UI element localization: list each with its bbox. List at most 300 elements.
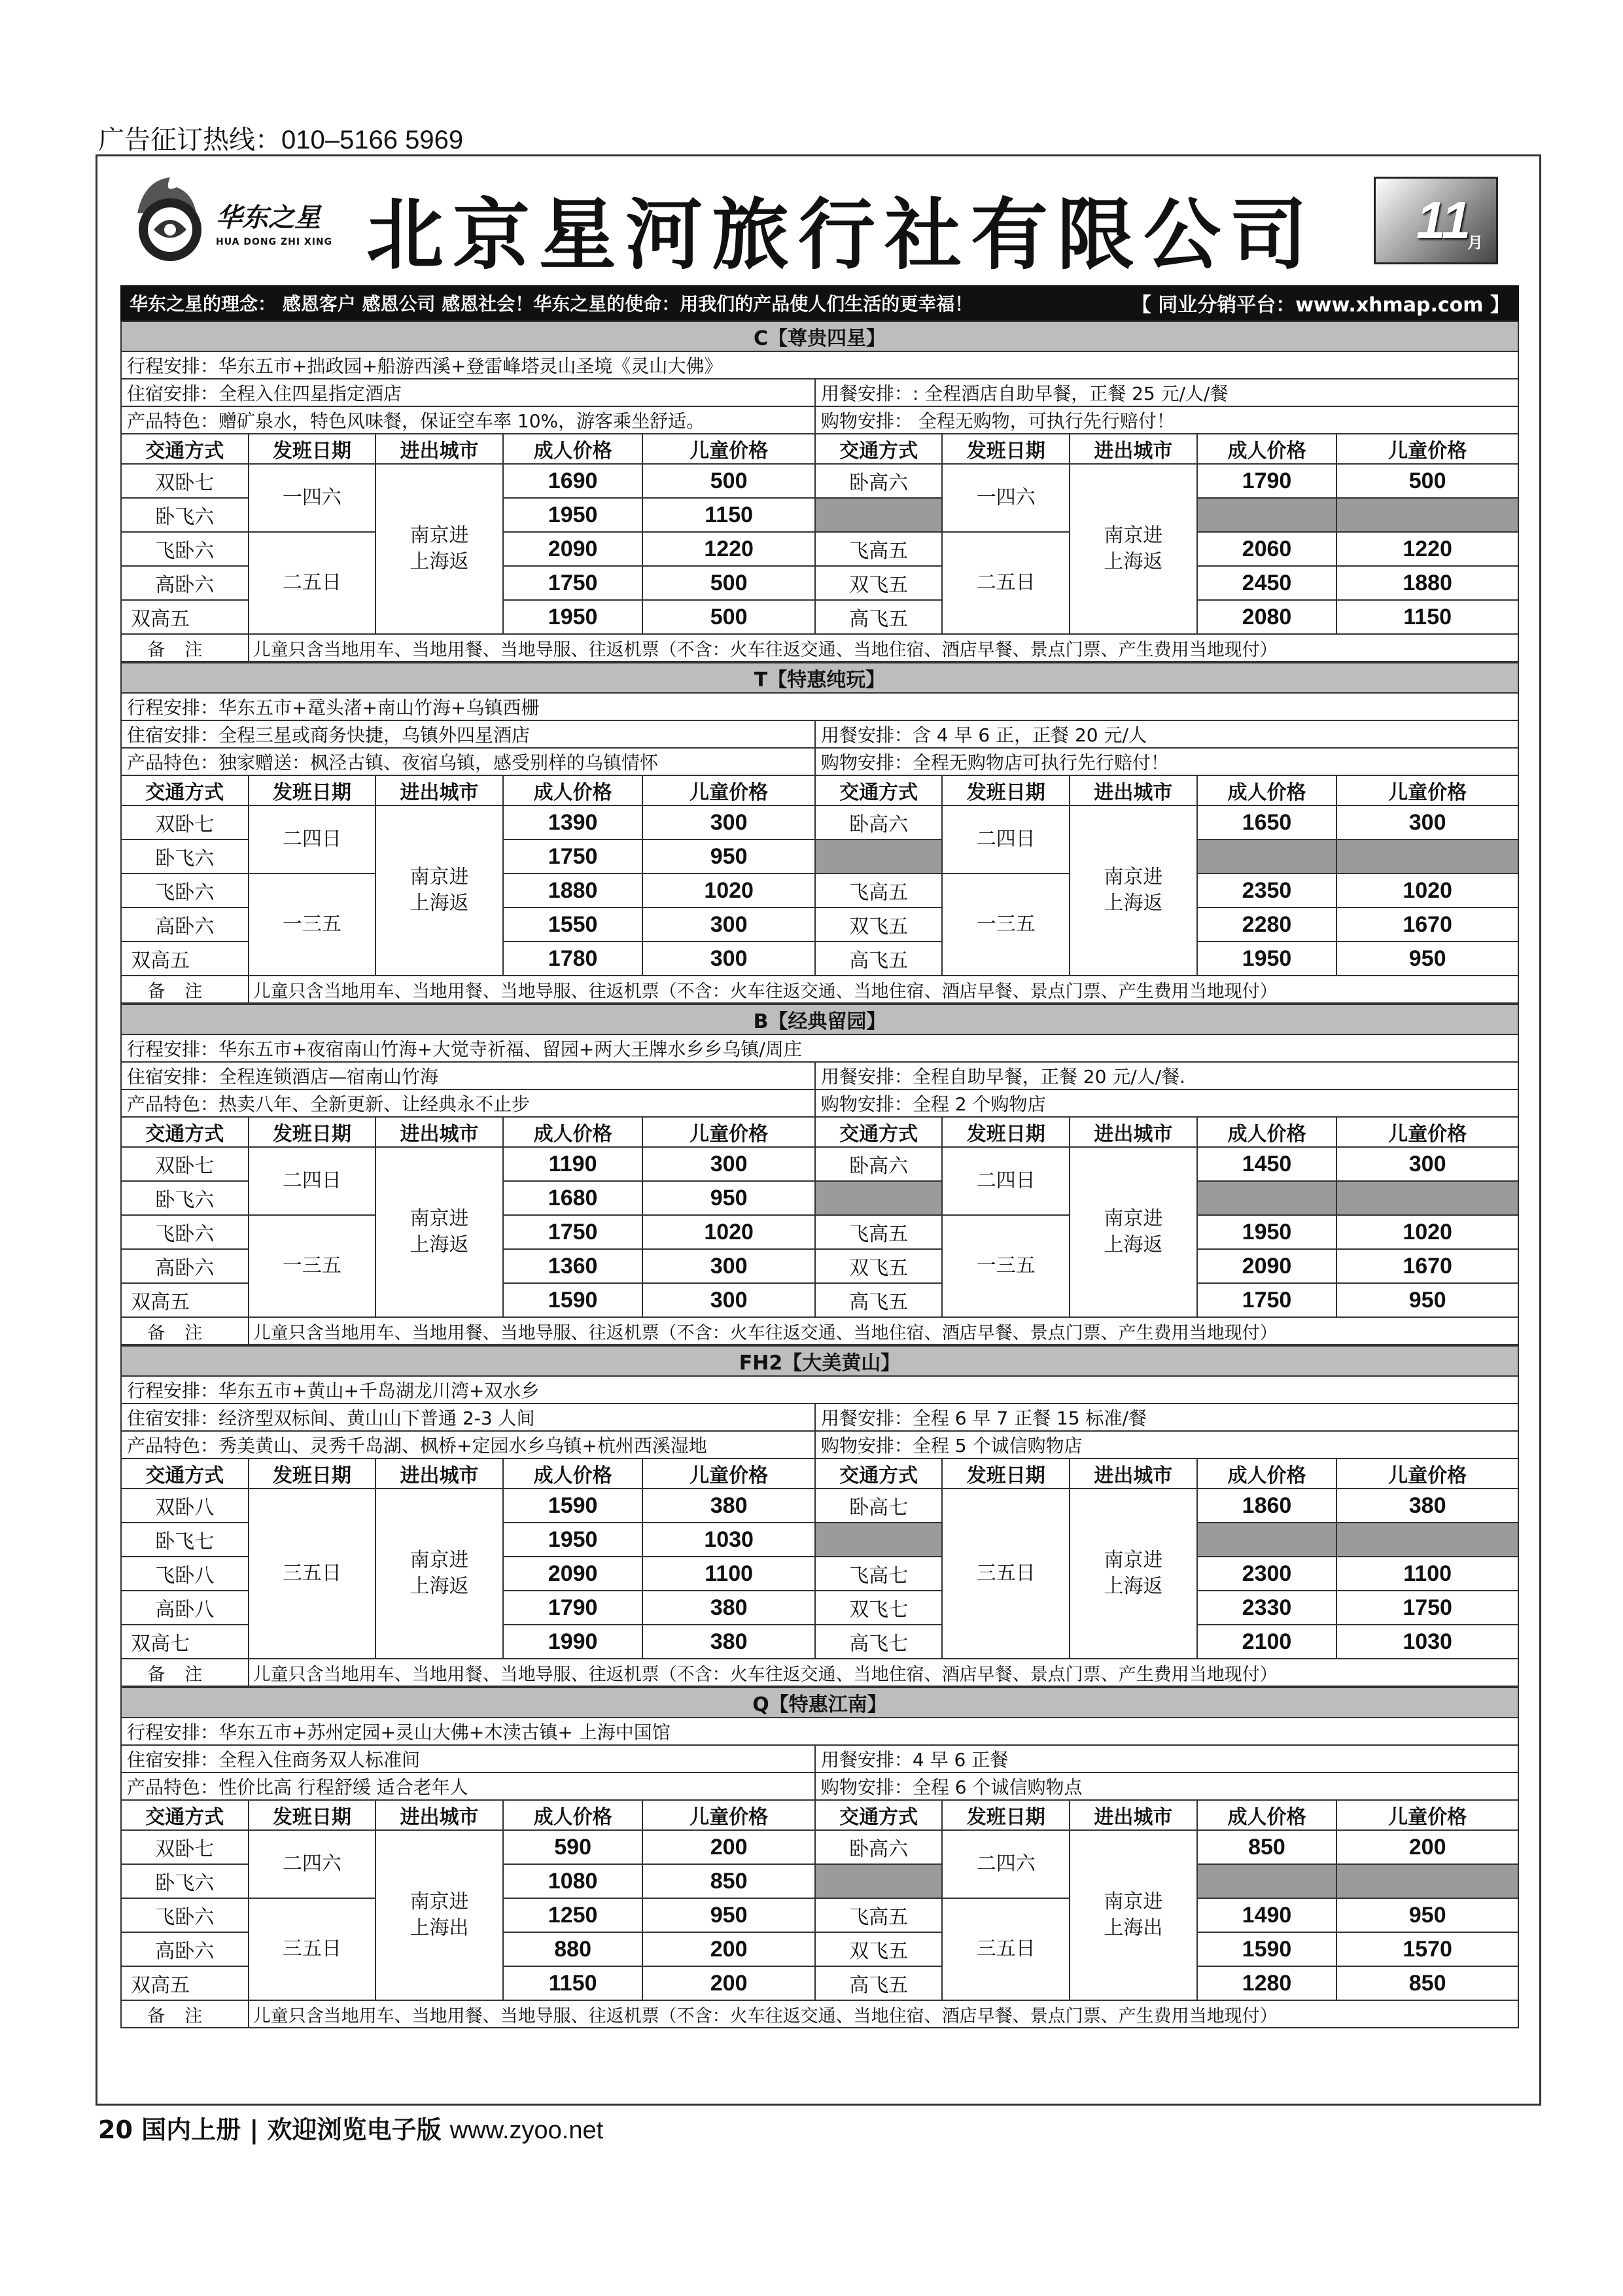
note-text: 儿童只含当地用车、当地用餐、当地导服、往返机票（不含：火车往返交通、当地住宿、酒店早餐、景点门票、产生费用当地现付） (249, 1659, 1518, 1686)
column-header: 儿童价格 (642, 1458, 814, 1489)
departure-days: 一三五 (942, 1215, 1070, 1317)
adult-price: 1450 (1197, 1147, 1337, 1181)
transport-mode: 双高七 (121, 1625, 249, 1659)
logo-pinyin: HUA DONG ZHI XING (216, 237, 333, 247)
features: 产品特色：赠矿泉水，特色风味餐，保证空车率 10%，游客乘坐舒适。 (121, 406, 815, 434)
adult-price (1197, 498, 1337, 532)
transport-mode: 双高五 (121, 1966, 249, 2000)
adult-price: 1390 (503, 805, 643, 839)
departure-days: 二四六 (249, 1830, 376, 1898)
banner-text: 华东之星的理念： 感恩客户 感恩公司 感恩社会！华东之星的使命：用我们的产品使人们生活的更幸福！ (130, 293, 973, 315)
departure-days: 二四六 (942, 1830, 1070, 1898)
transport-mode: 卧飞六 (121, 498, 249, 532)
adult-price: 2080 (1197, 600, 1337, 634)
adult-price: 1790 (503, 1591, 643, 1625)
note-text: 儿童只含当地用车、当地用餐、当地导服、往返机票（不含：火车往返交通、当地住宿、酒店早餐、景点门票、产生费用当地现付） (249, 976, 1518, 1003)
adult-price: 850 (1197, 1830, 1337, 1864)
text-line: 南京进 (1104, 523, 1163, 547)
entry-exit-city (1070, 805, 1197, 976)
column-header: 进出城市 (375, 1800, 503, 1830)
child-price (1336, 498, 1518, 532)
tour-table (120, 321, 1519, 662)
adult-price: 2090 (503, 532, 643, 566)
child-price: 1030 (642, 1523, 814, 1557)
transport-mode: 卧高六 (815, 1830, 943, 1864)
adult-price: 1750 (1197, 1283, 1337, 1317)
meals: 用餐安排：4 早 6 正餐 (815, 1745, 1518, 1773)
adult-price: 2350 (1197, 874, 1337, 908)
transport-mode: 飞卧八 (121, 1557, 249, 1591)
adult-price: 1950 (503, 1523, 643, 1557)
shopping: 购物安排：全程无购物店可执行先行赔付！ (815, 748, 1518, 775)
transport-mode: 飞高五 (815, 874, 943, 908)
entry-exit-city (1070, 1489, 1197, 1659)
child-price: 950 (642, 1181, 814, 1215)
column-header: 交通方式 (121, 434, 249, 464)
month-badge (1374, 177, 1498, 264)
column-header: 成人价格 (503, 775, 643, 805)
entry-exit-city (375, 464, 503, 634)
transport-mode: 飞卧六 (121, 532, 249, 566)
features: 产品特色：独家赠送：枫泾古镇、夜宿乌镇，感受别样的乌镇情怀 (121, 748, 815, 775)
transport-mode: 双飞五 (815, 566, 943, 600)
text-line: 南京进 (1104, 865, 1163, 889)
meals: 用餐安排：含 4 早 6 正，正餐 20 元/人 (815, 720, 1518, 748)
departure-days: 二五日 (942, 532, 1070, 634)
logo-icon (131, 174, 209, 266)
footer-separator: | (249, 2115, 259, 2144)
child-price: 380 (642, 1625, 814, 1659)
text-line: 南京进 (410, 523, 469, 547)
column-header: 交通方式 (815, 1117, 943, 1147)
column-header: 交通方式 (815, 1458, 943, 1489)
child-price: 950 (642, 839, 814, 874)
child-price: 1100 (1336, 1557, 1518, 1591)
shopping: 购物安排：全程 2 个购物店 (815, 1089, 1518, 1117)
text-line: 南京进 (410, 1548, 469, 1572)
adult-price: 1590 (1197, 1932, 1337, 1966)
column-header: 发班日期 (942, 1800, 1070, 1830)
page-number: 20 (98, 2115, 133, 2144)
text-line: 上海返 (410, 892, 469, 915)
column-header: 成人价格 (1197, 1800, 1337, 1830)
text-line: 南京进 (410, 865, 469, 889)
adult-price: 1490 (1197, 1898, 1337, 1932)
transport-mode: 卧飞六 (121, 1864, 249, 1898)
column-header: 儿童价格 (642, 775, 814, 805)
footer (98, 2110, 603, 2146)
departure-days (942, 1489, 1070, 1659)
child-price: 200 (642, 1966, 814, 2000)
text-line: 上海返 (1104, 550, 1163, 573)
text-line: 南京进 (1104, 1548, 1163, 1572)
child-price: 300 (642, 908, 814, 942)
logo-cn: 华东之星 (216, 202, 321, 233)
adult-price: 1590 (503, 1489, 643, 1523)
transport-mode (815, 1181, 943, 1215)
column-header: 进出城市 (375, 1458, 503, 1489)
child-price: 300 (1336, 805, 1518, 839)
transport-mode: 双卧八 (121, 1489, 249, 1523)
column-header: 成人价格 (503, 1458, 643, 1489)
child-price: 500 (1336, 464, 1518, 498)
slogan: 欢迎浏览电子版 (267, 2115, 442, 2144)
itinerary: 行程安排：华东五市+苏州定园+灵山大佛+木渎古镇+ 上海中国馆 (121, 1718, 1518, 1745)
adult-price: 2090 (1197, 1249, 1337, 1283)
meals: 用餐安排：全程自助早餐，正餐 20 元/人/餐. (815, 1062, 1518, 1089)
child-price: 200 (1336, 1830, 1518, 1864)
adult-price: 1250 (503, 1898, 643, 1932)
child-price: 380 (642, 1591, 814, 1625)
child-price: 300 (642, 1147, 814, 1181)
child-price: 1750 (1336, 1591, 1518, 1625)
adult-price: 1880 (503, 874, 643, 908)
child-price: 1020 (642, 874, 814, 908)
column-header: 成人价格 (1197, 1117, 1337, 1147)
company-name: 北京星河旅行社有限公司 (366, 189, 1317, 280)
column-header: 发班日期 (942, 434, 1070, 464)
text-line: 上海出 (410, 1916, 469, 1939)
child-price: 1020 (1336, 874, 1518, 908)
itinerary: 行程安排：华东五市+拙政园+船游西溪+登雷峰塔灵山圣境《灵山大佛》 (121, 351, 1518, 379)
column-header: 发班日期 (249, 1800, 376, 1830)
adult-price: 1950 (1197, 942, 1337, 976)
column-header: 进出城市 (1070, 775, 1197, 805)
tour-table (120, 1004, 1519, 1345)
column-header: 发班日期 (249, 1117, 376, 1147)
transport-mode: 双飞五 (815, 1249, 943, 1283)
features: 产品特色：热卖八年、全新更新、让经典永不止步 (121, 1089, 815, 1117)
child-price: 1220 (642, 532, 814, 566)
child-price: 1030 (1336, 1625, 1518, 1659)
lodging: 住宿安排：全程连锁酒店—宿南山竹海 (121, 1062, 815, 1089)
transport-mode: 双卧七 (121, 1830, 249, 1864)
column-header: 儿童价格 (1336, 434, 1518, 464)
column-header: 发班日期 (942, 775, 1070, 805)
column-header: 成人价格 (503, 1117, 643, 1147)
child-price: 300 (1336, 1147, 1518, 1181)
column-header: 儿童价格 (1336, 1117, 1518, 1147)
transport-mode: 飞卧六 (121, 1215, 249, 1249)
column-header: 交通方式 (815, 775, 943, 805)
child-price: 380 (642, 1489, 814, 1523)
column-header: 发班日期 (942, 1458, 1070, 1489)
transport-mode: 高卧六 (121, 1249, 249, 1283)
column-header: 成人价格 (1197, 1458, 1337, 1489)
section-title: C【尊贵四星】 (121, 321, 1518, 351)
transport-mode: 双卧七 (121, 805, 249, 839)
child-price (1336, 1864, 1518, 1898)
departure-days (249, 1489, 376, 1659)
adult-price: 1790 (1197, 464, 1337, 498)
child-price: 500 (642, 566, 814, 600)
adult-price: 1750 (503, 839, 643, 874)
transport-mode: 高飞五 (815, 1966, 943, 2000)
transport-mode: 双飞五 (815, 1932, 943, 1966)
note-label: 备注 (121, 634, 249, 662)
adult-price: 1680 (503, 1181, 643, 1215)
departure-days: 二四日 (249, 805, 376, 874)
child-price: 1670 (1336, 1249, 1518, 1283)
column-header: 进出城市 (1070, 1800, 1197, 1830)
adult-price: 1990 (503, 1625, 643, 1659)
column-header: 发班日期 (249, 775, 376, 805)
lodging: 住宿安排：全程入住商务双人标准间 (121, 1745, 815, 1773)
child-price: 950 (1336, 1283, 1518, 1317)
adult-price: 1690 (503, 464, 643, 498)
transport-mode (815, 1523, 943, 1557)
transport-mode: 双高五 (121, 600, 249, 634)
note-label: 备注 (121, 976, 249, 1003)
column-header: 成人价格 (503, 434, 643, 464)
section-title: B【经典留园】 (121, 1004, 1518, 1034)
child-price: 500 (642, 464, 814, 498)
adult-price: 1590 (503, 1283, 643, 1317)
text-line: 上海出 (1104, 1916, 1163, 1939)
child-price: 950 (1336, 1898, 1518, 1932)
text-line: 上海返 (410, 1575, 469, 1598)
adult-price: 1950 (1197, 1215, 1337, 1249)
meals: 用餐安排：: 全程酒店自助早餐，正餐 25 元/人/餐 (815, 379, 1518, 406)
text-line: 三五日 (282, 1561, 341, 1585)
child-price: 1100 (642, 1557, 814, 1591)
transport-mode: 高卧六 (121, 566, 249, 600)
column-header: 儿童价格 (642, 434, 814, 464)
column-header: 进出城市 (1070, 1458, 1197, 1489)
column-header: 交通方式 (121, 1458, 249, 1489)
philosophy-banner (120, 285, 1519, 321)
transport-mode: 卧高六 (815, 1147, 943, 1181)
child-price: 500 (642, 600, 814, 634)
shopping: 购物安排：全程 5 个诚信购物店 (815, 1431, 1518, 1458)
column-header: 成人价格 (1197, 775, 1337, 805)
column-header: 进出城市 (1070, 1117, 1197, 1147)
logo-text (216, 197, 332, 247)
adult-price (1197, 839, 1337, 874)
shopping: 购物安排： 全程无购物，可执行先行赔付！ (815, 406, 1518, 434)
platform-link[interactable]: 【 同业分销平台：www.xhmap.com 】 (1131, 294, 1510, 317)
adult-price: 1950 (503, 498, 643, 532)
departure-days: 二四日 (942, 805, 1070, 874)
column-header: 儿童价格 (1336, 1458, 1518, 1489)
column-header: 进出城市 (1070, 434, 1197, 464)
child-price (1336, 839, 1518, 874)
transport-mode: 卧高七 (815, 1489, 943, 1523)
tour-tables (120, 321, 1519, 2028)
child-price: 380 (1336, 1489, 1518, 1523)
column-header: 儿童价格 (1336, 775, 1518, 805)
note-text: 儿童只含当地用车、当地用餐、当地导服、往返机票（不含：火车往返交通、当地住宿、酒店早餐、景点门票、产生费用当地现付） (249, 634, 1518, 662)
adult-price: 1750 (503, 566, 643, 600)
adult-price: 1150 (503, 1966, 643, 2000)
departure-days: 二五日 (249, 532, 376, 634)
adult-price (1197, 1181, 1337, 1215)
header (118, 168, 1518, 279)
note-label: 备注 (121, 1659, 249, 1686)
transport-mode (815, 839, 943, 874)
entry-exit-city (1070, 1147, 1197, 1317)
transport-mode (815, 1864, 943, 1898)
entry-exit-city (375, 1489, 503, 1659)
itinerary: 行程安排：华东五市+黄山+千岛湖龙川湾+双水乡 (121, 1376, 1518, 1404)
entry-exit-city (1070, 464, 1197, 634)
section-title: FH2【大美黄山】 (121, 1346, 1518, 1376)
adult-price: 1190 (503, 1147, 643, 1181)
child-price: 950 (642, 1898, 814, 1932)
volume-label: 国内上册 (141, 2115, 241, 2144)
child-price: 850 (642, 1864, 814, 1898)
note-text: 儿童只含当地用车、当地用餐、当地导服、往返机票（不含：火车往返交通、当地住宿、酒店早餐、景点门票、产生费用当地现付） (249, 1317, 1518, 1345)
text-line: 南京进 (410, 1890, 469, 1913)
departure-days: 一三五 (249, 1215, 376, 1317)
column-header: 儿童价格 (1336, 1800, 1518, 1830)
website-link[interactable]: www.zyoo.net (449, 2117, 604, 2144)
tour-table (120, 1345, 1519, 1687)
lodging: 住宿安排：经济型双标间、黄山山下普通 2-3 人间 (121, 1404, 815, 1431)
child-price: 1020 (642, 1215, 814, 1249)
column-header: 交通方式 (815, 1800, 943, 1830)
adult-price: 1280 (1197, 1966, 1337, 2000)
meals: 用餐安排：全程 6 早 7 正餐 15 标准/餐 (815, 1404, 1518, 1431)
transport-mode: 飞高五 (815, 532, 943, 566)
transport-mode: 卧高六 (815, 464, 943, 498)
child-price: 200 (642, 1932, 814, 1966)
itinerary: 行程安排：华东五市+鼋头渚+南山竹海+乌镇西栅 (121, 693, 1518, 720)
tour-sections (120, 285, 1519, 2028)
adult-price: 1550 (503, 908, 643, 942)
adult-price: 880 (503, 1932, 643, 1966)
child-price: 1880 (1336, 566, 1518, 600)
column-header: 进出城市 (375, 1117, 503, 1147)
departure-days: 一三五 (249, 874, 376, 976)
adult-price: 590 (503, 1830, 643, 1864)
departure-days: 一四六 (249, 464, 376, 532)
column-header: 交通方式 (121, 1800, 249, 1830)
tour-table (120, 662, 1519, 1004)
adult-price: 2100 (1197, 1625, 1337, 1659)
adult-price: 2450 (1197, 566, 1337, 600)
column-header: 成人价格 (1197, 434, 1337, 464)
column-header: 交通方式 (121, 1117, 249, 1147)
features: 产品特色：秀美黄山、灵秀千岛湖、枫桥+定园水乡乌镇+杭州西溪湿地 (121, 1431, 815, 1458)
transport-mode: 卧飞七 (121, 1523, 249, 1557)
child-price: 200 (642, 1830, 814, 1864)
column-header: 进出城市 (375, 434, 503, 464)
ad-hotline: 广告征订热线：010–5166 5969 (98, 126, 464, 154)
child-price: 1220 (1336, 532, 1518, 566)
adult-price: 1860 (1197, 1489, 1337, 1523)
transport-mode: 卧飞六 (121, 839, 249, 874)
transport-mode: 卧飞六 (121, 1181, 249, 1215)
text-line: 上海返 (1104, 892, 1163, 915)
child-price: 1570 (1336, 1932, 1518, 1966)
text-line: 南京进 (410, 1207, 469, 1230)
adult-price: 1750 (503, 1215, 643, 1249)
column-header: 进出城市 (375, 775, 503, 805)
transport-mode: 高飞五 (815, 942, 943, 976)
text-line: 上海返 (410, 550, 469, 573)
entry-exit-city (375, 805, 503, 976)
transport-mode: 飞卧六 (121, 1898, 249, 1932)
entry-exit-city (1070, 1830, 1197, 2000)
text-line: 南京进 (1104, 1207, 1163, 1230)
departure-days: 二四日 (942, 1147, 1070, 1215)
tour-table (120, 1687, 1519, 2028)
departure-days: 一四六 (942, 464, 1070, 532)
transport-mode: 双高五 (121, 942, 249, 976)
column-header: 儿童价格 (642, 1117, 814, 1147)
transport-mode: 高飞五 (815, 600, 943, 634)
departure-days: 一三五 (942, 874, 1070, 976)
entry-exit-city (375, 1830, 503, 2000)
month-unit: 月 (1467, 234, 1483, 252)
shopping: 购物安排：全程 6 个诚信购物点 (815, 1773, 1518, 1800)
adult-price: 2060 (1197, 532, 1337, 566)
transport-mode: 高卧六 (121, 908, 249, 942)
lodging: 住宿安排：全程入住四星指定酒店 (121, 379, 815, 406)
child-price (1336, 1181, 1518, 1215)
note-text: 儿童只含当地用车、当地用餐、当地导服、往返机票（不含：火车往返交通、当地住宿、酒店早餐、景点门票、产生费用当地现付） (249, 2000, 1518, 2028)
itinerary: 行程安排：华东五市+夜宿南山竹海+大觉寺祈福、留园+两大王牌水乡乡乌镇/周庄 (121, 1034, 1518, 1062)
column-header: 发班日期 (249, 1458, 376, 1489)
note-label: 备注 (121, 2000, 249, 2028)
transport-mode: 高卧六 (121, 1932, 249, 1966)
column-header: 发班日期 (942, 1117, 1070, 1147)
child-price: 950 (1336, 942, 1518, 976)
text-line: 上海返 (1104, 1575, 1163, 1598)
month-number: 11 (1416, 191, 1471, 249)
transport-mode: 双高五 (121, 1283, 249, 1317)
child-price: 1670 (1336, 908, 1518, 942)
entry-exit-city (375, 1147, 503, 1317)
text-line: 上海返 (410, 1233, 469, 1256)
note-label: 备注 (121, 1317, 249, 1345)
column-header: 成人价格 (503, 1800, 643, 1830)
child-price: 300 (642, 805, 814, 839)
transport-mode: 双飞七 (815, 1591, 943, 1625)
adult-price: 1780 (503, 942, 643, 976)
section-title: T【特惠纯玩】 (121, 663, 1518, 693)
adult-price: 2090 (503, 1557, 643, 1591)
column-header: 儿童价格 (642, 1800, 814, 1830)
adult-price (1197, 1523, 1337, 1557)
transport-mode: 卧高六 (815, 805, 943, 839)
adult-price: 1950 (503, 600, 643, 634)
departure-days: 三五日 (249, 1898, 376, 2000)
section-title: Q【特惠江南】 (121, 1687, 1518, 1718)
child-price: 1150 (642, 498, 814, 532)
transport-mode: 高飞五 (815, 1283, 943, 1317)
adult-price: 1080 (503, 1864, 643, 1898)
transport-mode: 双飞五 (815, 908, 943, 942)
departure-days: 三五日 (942, 1898, 1070, 2000)
features: 产品特色：性价比高 行程舒缓 适合老年人 (121, 1773, 815, 1800)
text-line: 三五日 (976, 1561, 1036, 1585)
transport-mode: 飞高五 (815, 1898, 943, 1932)
adult-price: 1650 (1197, 805, 1337, 839)
child-price: 300 (642, 1283, 814, 1317)
lodging: 住宿安排：全程三星或商务快捷，乌镇外四星酒店 (121, 720, 815, 748)
column-header: 发班日期 (249, 434, 376, 464)
text-line: 南京进 (1104, 1890, 1163, 1913)
adult-price: 2280 (1197, 908, 1337, 942)
child-price: 300 (642, 942, 814, 976)
transport-mode: 双卧七 (121, 1147, 249, 1181)
column-header: 交通方式 (815, 434, 943, 464)
column-header: 交通方式 (121, 775, 249, 805)
transport-mode: 飞高五 (815, 1215, 943, 1249)
transport-mode: 双卧七 (121, 464, 249, 498)
